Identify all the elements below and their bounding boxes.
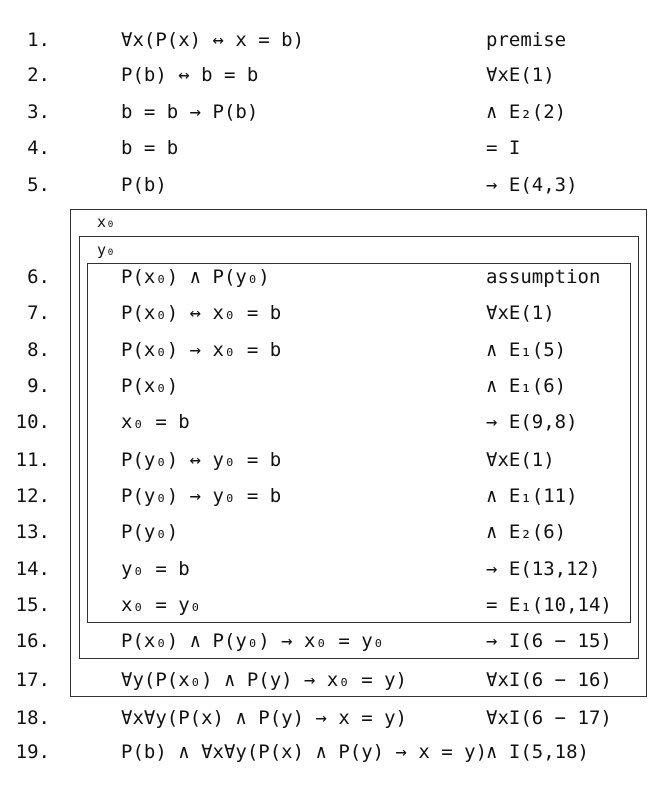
justification: ∧ E₁(11) <box>486 485 578 507</box>
line-number: 9. <box>27 375 50 397</box>
proof-line <box>0 170 666 200</box>
formula: ∀y(P(x₀) ∧ P(y) → x₀ = y) <box>121 669 407 691</box>
proof-line <box>0 97 666 127</box>
formula: y₀ = b <box>121 558 190 580</box>
box-variable-x0: x₀ <box>97 213 116 231</box>
proof-line <box>0 517 666 547</box>
proof-line <box>0 554 666 584</box>
formula: P(b) ∧ ∀x∀y(P(x) ∧ P(y) → x = y) <box>121 741 488 763</box>
line-number: 16. <box>15 630 50 652</box>
justification: ∧ E₁(6) <box>486 375 567 397</box>
line-number: 11. <box>15 449 50 471</box>
proof-line <box>0 25 666 55</box>
line-number: 17. <box>15 669 50 691</box>
justification: ∀xE(1) <box>486 449 555 471</box>
justification: = E₁(10,14) <box>486 594 612 616</box>
formula: P(x₀) ∧ P(y₀) <box>121 266 270 288</box>
justification: assumption <box>486 266 601 288</box>
formula: P(y₀) <box>121 521 179 543</box>
formula: P(y₀) → y₀ = b <box>121 485 282 507</box>
justification: → E(4,3) <box>486 174 578 196</box>
line-number: 5. <box>27 174 50 196</box>
line-number: 7. <box>27 302 50 324</box>
justification: ∧ E₂(6) <box>486 521 567 543</box>
proof-line <box>0 407 666 437</box>
justification: ∀xI(6 − 16) <box>486 669 612 691</box>
formula: P(b) <box>121 174 167 196</box>
proof-line <box>0 590 666 620</box>
justification: ∀xE(1) <box>486 64 555 86</box>
line-number: 4. <box>27 137 50 159</box>
line-number: 8. <box>27 339 50 361</box>
formula: P(x₀) → x₀ = b <box>121 339 282 361</box>
line-number: 10. <box>15 411 50 433</box>
line-number: 2. <box>27 64 50 86</box>
line-number: 14. <box>15 558 50 580</box>
formula: P(x₀) ↔ x₀ = b <box>121 302 282 324</box>
proof-line <box>0 371 666 401</box>
proof-line <box>0 133 666 163</box>
box-variable-y0: y₀ <box>97 241 116 259</box>
proof-line <box>0 262 666 292</box>
proof-line <box>0 60 666 90</box>
justification: → E(13,12) <box>486 558 601 580</box>
formula: P(x₀) ∧ P(y₀) → x₀ = y₀ <box>121 630 385 652</box>
justification: → E(9,8) <box>486 411 578 433</box>
justification: ∀xI(6 − 17) <box>486 707 612 729</box>
line-number: 18. <box>15 707 50 729</box>
formula: b = b <box>121 137 179 159</box>
proof-line <box>0 298 666 328</box>
line-number: 19. <box>15 741 50 763</box>
proof-line <box>0 665 666 695</box>
justification: → I(6 − 15) <box>486 630 612 652</box>
justification: ∧ I(5,18) <box>486 741 589 763</box>
formula: x₀ = y₀ <box>121 594 202 616</box>
line-number: 13. <box>15 521 50 543</box>
justification: ∀xE(1) <box>486 302 555 324</box>
formula: P(b) ↔ b = b <box>121 64 259 86</box>
proof-line <box>0 481 666 511</box>
formula: ∀x∀y(P(x) ∧ P(y) → x = y) <box>121 707 407 729</box>
line-number: 15. <box>15 594 50 616</box>
proof-line <box>0 737 666 767</box>
formula: P(x₀) <box>121 375 179 397</box>
justification: ∧ E₁(5) <box>486 339 567 361</box>
formula: x₀ = b <box>121 411 190 433</box>
line-number: 6. <box>27 266 50 288</box>
line-number: 3. <box>27 101 50 123</box>
justification: premise <box>486 29 567 51</box>
formula: ∀x(P(x) ↔ x = b) <box>121 29 305 51</box>
line-number: 12. <box>15 485 50 507</box>
formula: P(y₀) ↔ y₀ = b <box>121 449 282 471</box>
justification: = I <box>486 137 521 159</box>
line-number: 1. <box>27 29 50 51</box>
proof-line <box>0 626 666 656</box>
formula: b = b → P(b) <box>121 101 259 123</box>
proof-line <box>0 445 666 475</box>
justification: ∧ E₂(2) <box>486 101 567 123</box>
proof-line <box>0 335 666 365</box>
proof-line <box>0 703 666 733</box>
